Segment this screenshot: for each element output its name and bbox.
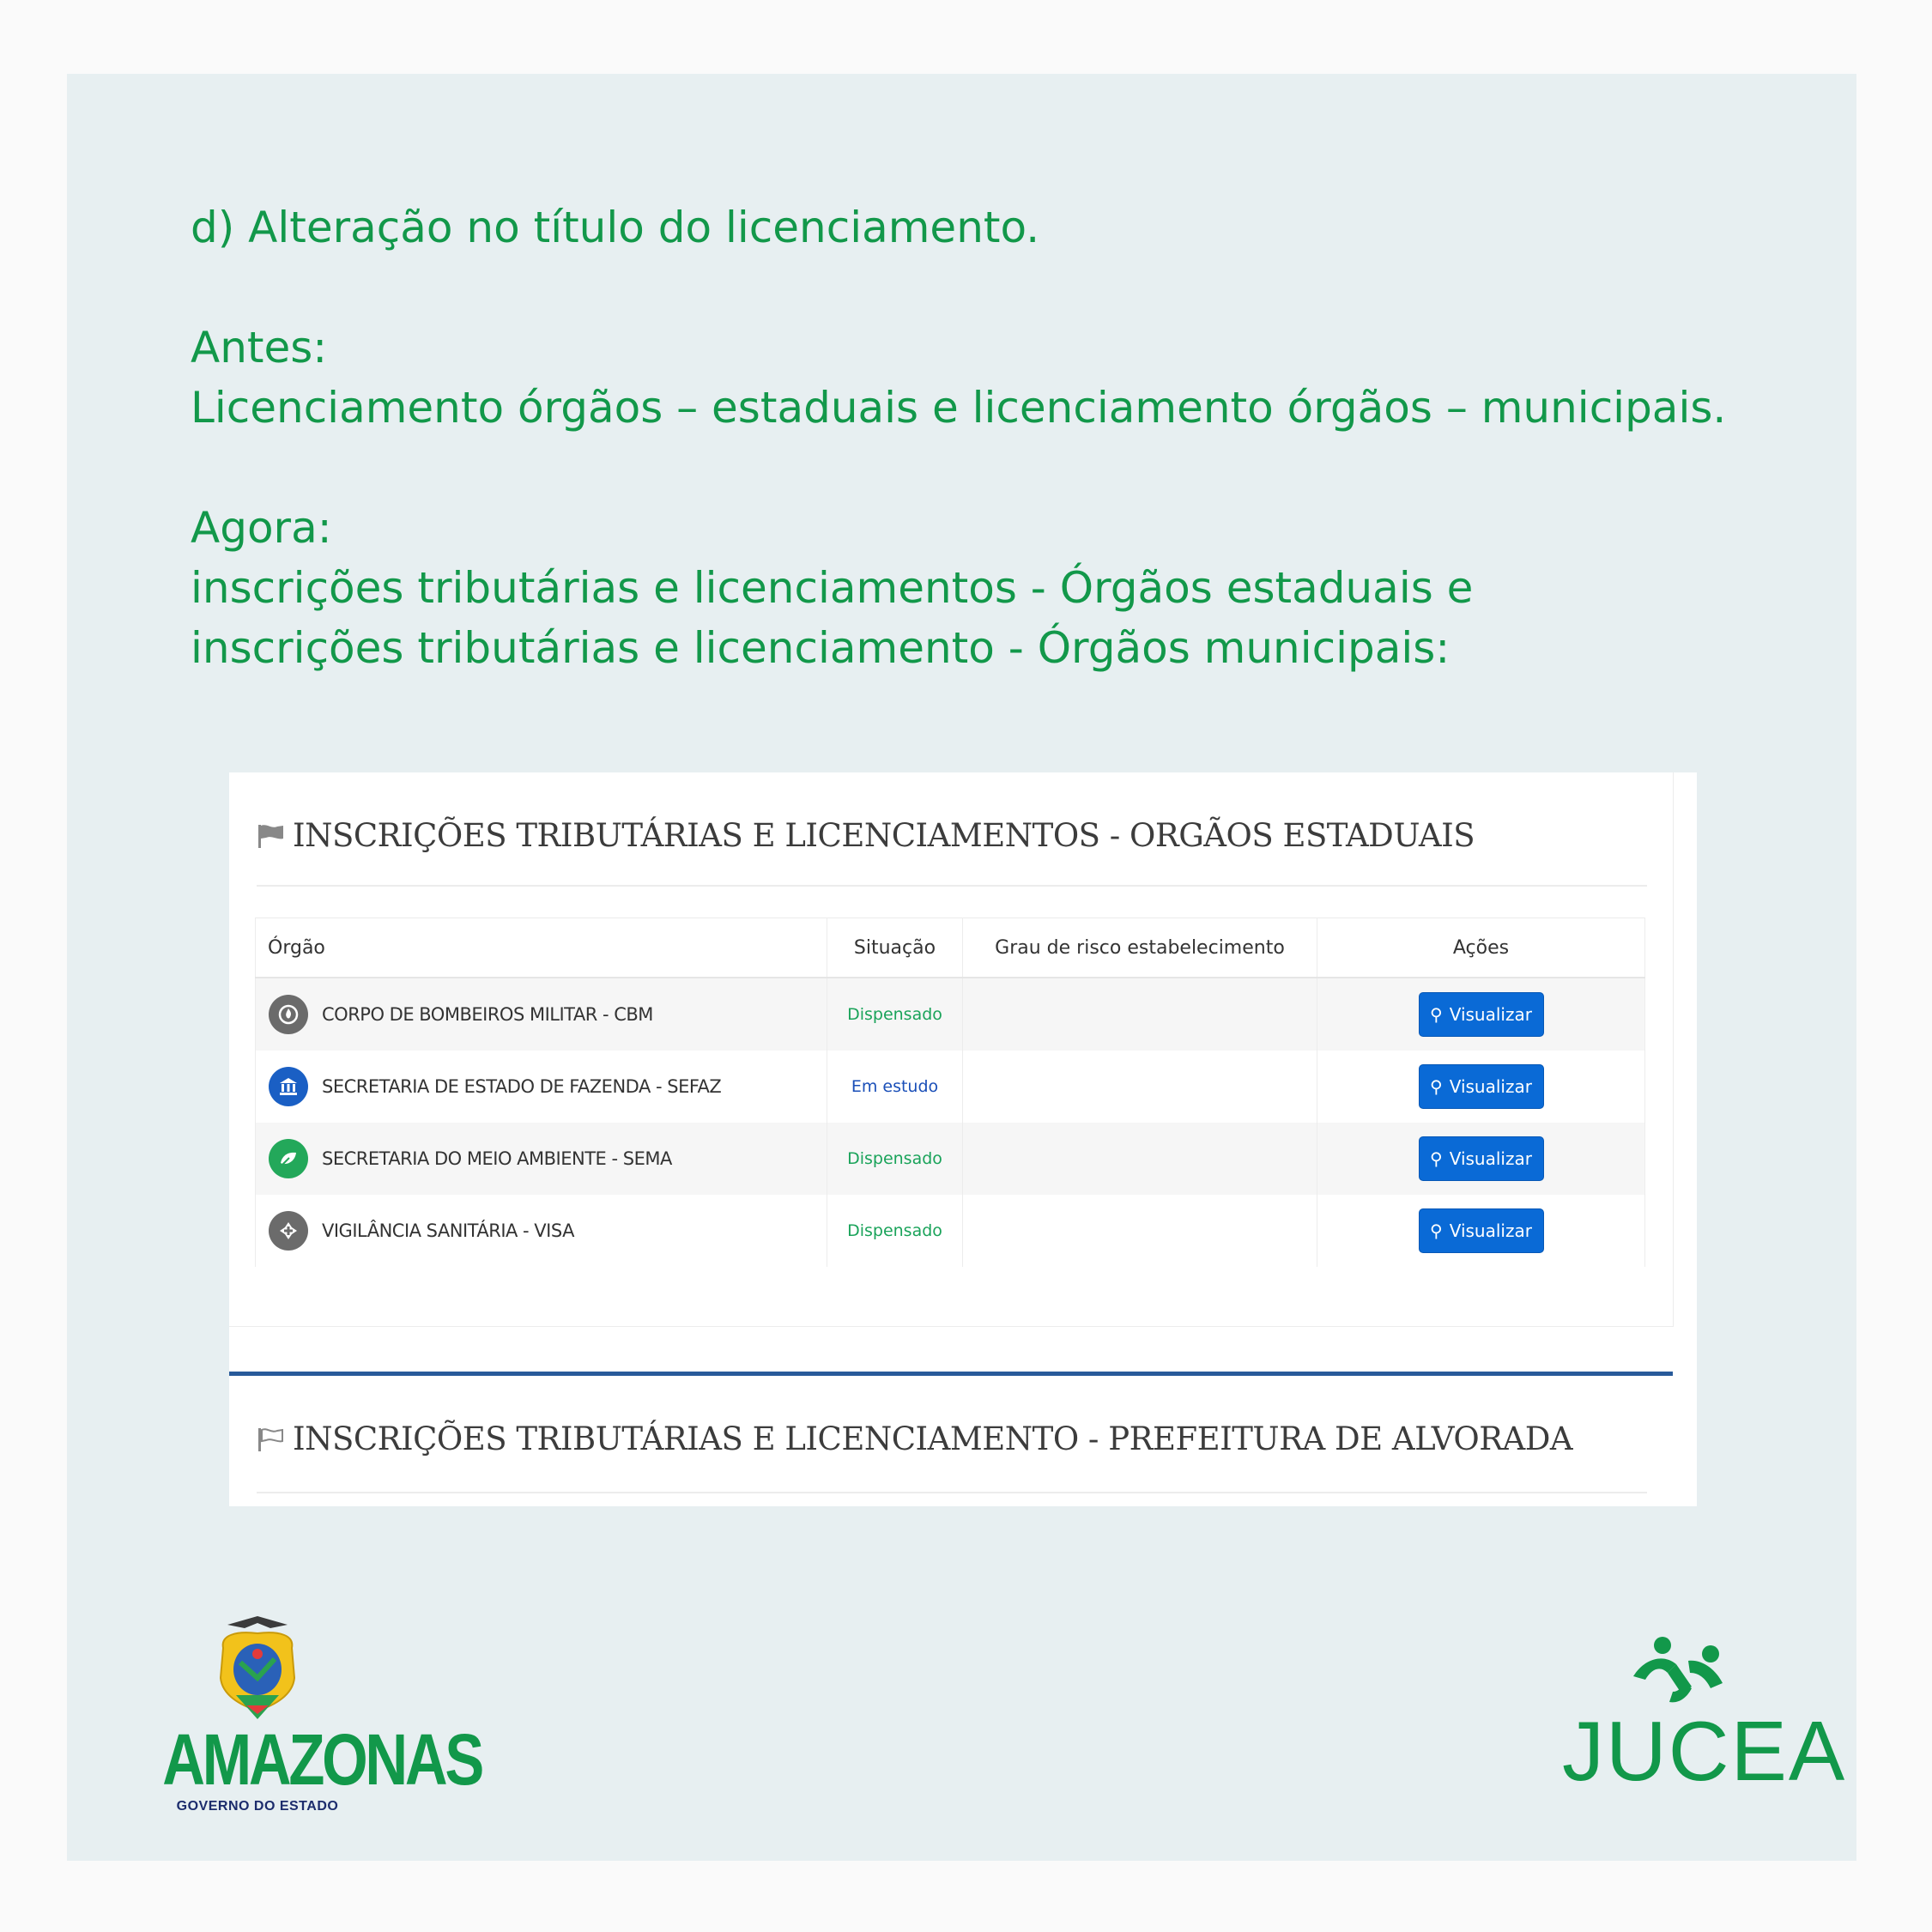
org-name: CORPO DE BOMBEIROS MILITAR - CBM [322, 1004, 653, 1025]
view-button[interactable] [1419, 1064, 1544, 1109]
municipal-section-title-text: INSCRIÇÕES TRIBUTÁRIAS E LICENCIAMENTO - PREFEITURA DE ALVORADA [293, 1420, 1573, 1457]
coat-of-arms-icon [210, 1609, 305, 1725]
view-button[interactable] [1419, 1208, 1544, 1253]
search-icon: ⚲ [1430, 1004, 1443, 1025]
section-separator [229, 1372, 1673, 1376]
bank-icon [269, 1067, 308, 1106]
risk-cell [963, 1051, 1317, 1123]
state-section-title-text: INSCRIÇÕES TRIBUTÁRIAS E LICENCIAMENTOS - ORGÃOS ESTADUAIS [293, 817, 1475, 854]
amazonas-logo [142, 1609, 482, 1814]
header-orgao: Órgão [256, 918, 827, 978]
table-row [256, 978, 1645, 1051]
jucea-logo [1562, 1635, 1847, 1798]
state-section-title [257, 817, 1475, 854]
intro-text [191, 197, 1726, 678]
risk-cell [963, 1123, 1317, 1195]
flag-outline-icon [257, 1426, 286, 1452]
view-button-label: Visualizar [1449, 1220, 1532, 1241]
now-line-1: inscrições tributárias e licenciamentos - Órgãos estaduais e [191, 563, 1474, 613]
header-grau-risco: Grau de risco estabelecimento [963, 918, 1317, 978]
risk-cell [963, 978, 1317, 1051]
jucea-wordmark: JUCEA [1562, 1704, 1847, 1798]
search-icon: ⚲ [1430, 1148, 1443, 1169]
table-row [256, 1123, 1645, 1195]
view-button[interactable] [1419, 992, 1544, 1037]
header-situacao: Situação [827, 918, 963, 978]
now-label: Agora: [191, 503, 332, 553]
leaf-icon [269, 1139, 308, 1178]
status-badge: Dispensado [827, 1195, 963, 1267]
org-name: VIGILÂNCIA SANITÁRIA - VISA [322, 1220, 574, 1241]
intro-heading: d) Alteração no título do licenciamento. [191, 203, 1040, 252]
table-row [256, 1051, 1645, 1123]
risk-cell [963, 1195, 1317, 1267]
view-button-label: Visualizar [1449, 1148, 1532, 1169]
search-icon: ⚲ [1430, 1220, 1443, 1241]
fire-icon [269, 995, 308, 1034]
governo-subtitle: GOVERNO DO ESTADO [176, 1799, 339, 1814]
status-badge: Em estudo [827, 1051, 963, 1123]
municipal-title-divider [257, 1492, 1647, 1493]
now-line-2: inscrições tributárias e licenciamento - Órgãos municipais: [191, 623, 1451, 673]
before-text: Licenciamento órgãos – estaduais e licenciamento órgãos – municipais. [191, 383, 1727, 433]
status-badge: Dispensado [827, 1123, 963, 1195]
org-name: SECRETARIA DO MEIO AMBIENTE - SEMA [322, 1148, 672, 1169]
jucea-mark-icon [1626, 1635, 1738, 1705]
view-button-label: Visualizar [1449, 1004, 1532, 1025]
search-icon: ⚲ [1430, 1076, 1443, 1097]
state-title-divider [257, 885, 1647, 887]
amazonas-wordmark: AMAZONAS [162, 1719, 482, 1800]
status-badge: Dispensado [827, 978, 963, 1051]
before-label: Antes: [191, 323, 328, 372]
embedded-screenshot [229, 772, 1697, 1506]
municipal-section-title [257, 1420, 1572, 1457]
header-acoes: Ações [1317, 918, 1645, 978]
table-row [256, 1195, 1645, 1267]
view-button[interactable] [1419, 1136, 1544, 1181]
flag-icon [257, 823, 286, 849]
view-button-label: Visualizar [1449, 1076, 1532, 1097]
table-header-row [256, 918, 1645, 978]
organs-table [255, 918, 1645, 1267]
health-icon [269, 1211, 308, 1251]
org-name: SECRETARIA DE ESTADO DE FAZENDA - SEFAZ [322, 1076, 722, 1097]
